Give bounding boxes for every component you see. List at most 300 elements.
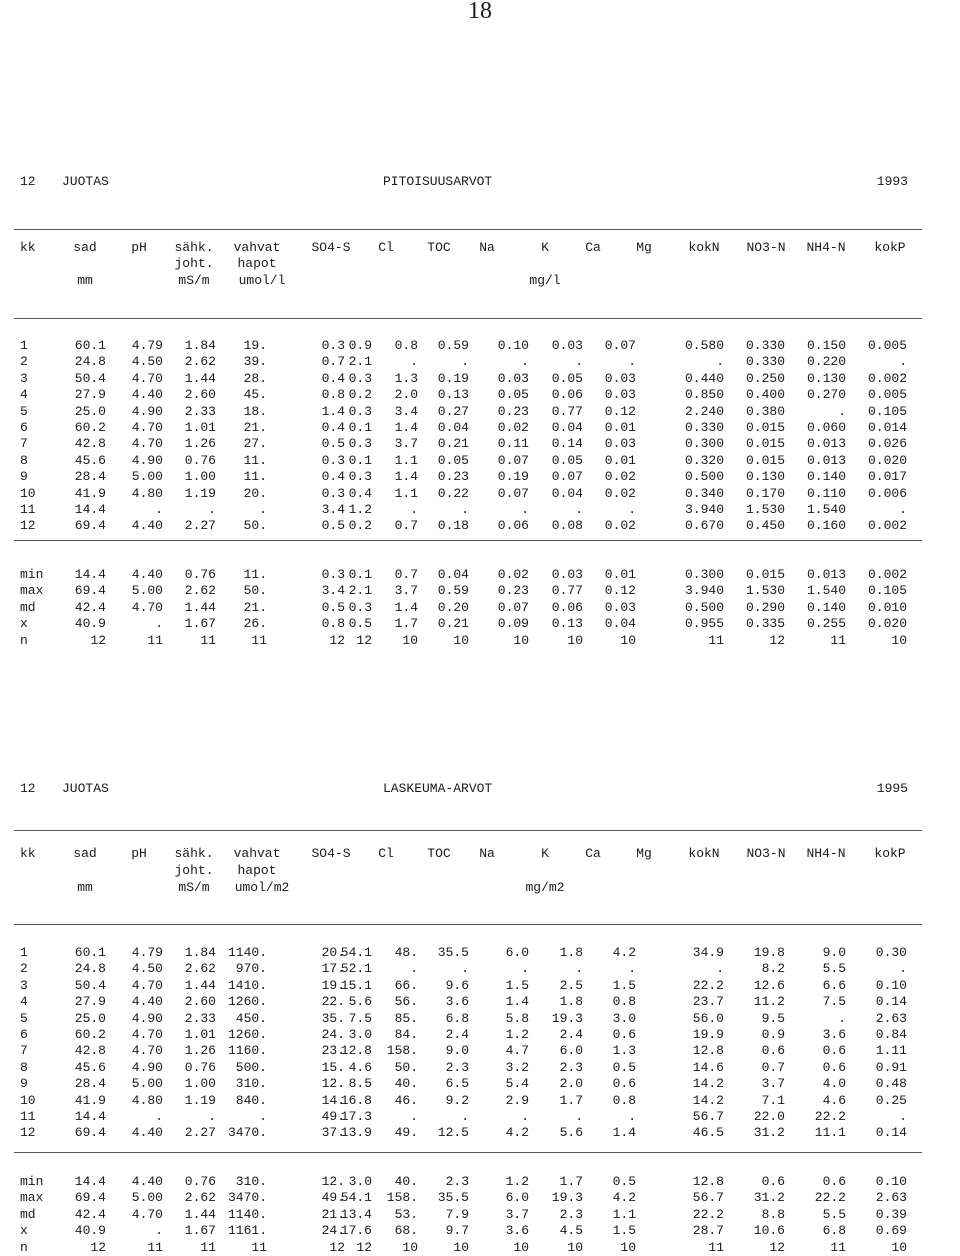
table-cell: 0.06 [551,600,583,615]
table-cell: 0.290 [745,600,785,615]
table-cell: 0.21 [437,616,469,631]
table-cell: 40. [394,1174,418,1189]
table-cell: 0.07 [497,486,529,501]
table-cell: 0.03 [497,371,529,386]
table-cell: 0.340 [684,486,724,501]
table-row [0,945,960,961]
table-cell: 0.8 [321,387,345,402]
table-cell: 1.7 [559,1093,583,1108]
table-cell: 0.05 [551,371,583,386]
table-cell: 3.4 [321,583,345,598]
table-cell: . [208,1109,216,1124]
column-header: sad [73,846,97,861]
column-header: TOC [427,846,451,861]
table-cell: 1.7 [559,1174,583,1189]
table-cell: 27.9 [74,994,106,1009]
table-cell: 12 [769,1240,785,1255]
table-cell: 24. [321,1223,345,1238]
table-cell: 22. [321,994,345,1009]
table-cell: 23. [321,1043,345,1058]
column-header: K [541,846,549,861]
table-cell: 12 [329,1240,345,1255]
table-cell: 0.03 [604,371,636,386]
table-cell: 0.25 [875,1093,907,1108]
table-cell: 3.0 [612,1011,636,1026]
table-rule [14,1152,922,1153]
table-cell: 2 [20,354,28,369]
table-cell: 3470. [227,1125,267,1140]
table-cell: 0.03 [604,436,636,451]
table-cell: 1.11 [875,1043,907,1058]
table-cell: 500. [235,1060,267,1075]
table-cell: . [155,502,163,517]
table-cell: max [20,1190,44,1205]
table-cell: 16.8 [340,1093,372,1108]
table-cell: 0.005 [867,387,907,402]
table-cell: 12.6 [753,978,785,993]
table-cell: 0.08 [551,518,583,533]
table-cell: 1.2 [505,1027,529,1042]
table-cell: 1 [20,338,28,353]
table-cell: 40.9 [74,616,106,631]
table-cell: . [155,1223,163,1238]
table-cell: . [899,354,907,369]
table-cell: 0.14 [551,436,583,451]
table-cell: 9.2 [445,1093,469,1108]
table-cell: 1.44 [184,1207,216,1222]
table-row [0,1011,960,1027]
table-cell: 10 [20,1093,36,1108]
table-cell: 42.4 [74,600,106,615]
table-cell: 10 [513,633,529,648]
table-cell: 1 [20,945,28,960]
table-cell: 0.7 [394,518,418,533]
table-cell: 9.0 [445,1043,469,1058]
stats-row [0,600,960,616]
table-cell: 4.40 [131,994,163,1009]
table-cell: 0.04 [437,420,469,435]
table-cell: 31.2 [753,1125,785,1140]
table-cell: 4.70 [131,371,163,386]
table-cell: 2.33 [184,404,216,419]
table-row [0,1076,960,1092]
table-row [0,469,960,485]
column-header: Cl [378,846,394,861]
table-cell: 0.160 [806,518,846,533]
table-cell: 4.6 [822,1093,846,1108]
table-cell: . [899,502,907,517]
table-cell: 7 [20,436,28,451]
table-cell: 840. [235,1093,267,1108]
table-cell: 12.5 [437,1125,469,1140]
table-cell: 19.3 [551,1190,583,1205]
table-cell: 28.4 [74,1076,106,1091]
table-cell: 0.105 [867,583,907,598]
table-cell: 0.12 [604,404,636,419]
table-cell: 0.02 [497,567,529,582]
column-header: kokP [874,846,906,861]
table-cell: 0.5 [348,616,372,631]
table-cell: 12 [329,633,345,648]
table-cell: 68. [394,1223,418,1238]
table-cell: 19. [321,978,345,993]
table-cell: 0.1 [348,453,372,468]
table-cell: 0.8 [394,338,418,353]
table-cell: 4.70 [131,600,163,615]
table-cell: 0.18 [437,518,469,533]
table-cell: 1.5 [612,978,636,993]
table-cell: 1.44 [184,600,216,615]
table-cell: 970. [235,961,267,976]
table-cell: 0.170 [745,486,785,501]
table-cell: 12.8 [340,1043,372,1058]
table-cell: 1260. [227,994,267,1009]
table-cell: x [20,1223,28,1238]
table-cell: 0.380 [745,404,785,419]
table-cell: 0.48 [875,1076,907,1091]
table-cell: 46. [394,1093,418,1108]
table-cell: 11 [200,1240,216,1255]
table-cell: 12. [321,1174,345,1189]
table-cell: . [575,961,583,976]
table-cell: 0.955 [684,616,724,631]
table-row [0,420,960,436]
table-cell: . [521,502,529,517]
table-cell: 0.21 [437,436,469,451]
table-cell: 0.110 [806,486,846,501]
table-cell: 4.0 [822,1076,846,1091]
table-cell: 0.3 [348,436,372,451]
table-cell: 0.09 [497,616,529,631]
table-cell: 0.07 [497,453,529,468]
table-cell: 0.03 [551,338,583,353]
table-cell: 0.7 [321,354,345,369]
table-cell: 0.015 [745,436,785,451]
table-cell: 14.2 [692,1093,724,1108]
table-cell: 0.3 [348,371,372,386]
table-cell: 0.6 [761,1174,785,1189]
table-cell: 10.6 [753,1223,785,1238]
table-cell: 0.005 [867,338,907,353]
table-cell: 0.59 [437,583,469,598]
table-cell: 22.2 [692,978,724,993]
table-cell: 27.9 [74,387,106,402]
table-cell: 5 [20,404,28,419]
table-cell: 2.4 [559,1027,583,1042]
table-cell: 22.2 [814,1109,846,1124]
table-cell: 0.3 [321,338,345,353]
unit-ms-m: mS/m [178,880,210,895]
station-number: 12 [20,174,36,189]
column-header: Na [479,240,495,255]
table-cell: 50. [243,518,267,533]
table-cell: 1.44 [184,371,216,386]
table-cell: 4 [20,994,28,1009]
table-cell: 28.7 [692,1223,724,1238]
column-header: Ca [585,240,601,255]
table-row [0,1109,960,1125]
table-cell: 1.84 [184,338,216,353]
column-header: K [541,240,549,255]
table-cell: 2.62 [184,583,216,598]
table-cell: 6.5 [445,1076,469,1091]
table-cell: 0.01 [604,453,636,468]
table-cell: 11 [830,633,846,648]
table-cell: . [838,1011,846,1026]
table-cell: 4.40 [131,518,163,533]
table-cell: 0.05 [497,387,529,402]
table-cell: 1.1 [394,453,418,468]
table-cell: 0.1 [348,567,372,582]
table-cell: 1.8 [559,994,583,1009]
table-cell: 0.6 [612,1027,636,1042]
table-cell: 8.5 [348,1076,372,1091]
table-cell: 0.015 [745,453,785,468]
page-number: 18 [468,0,492,24]
table-cell: 0.23 [497,583,529,598]
table-cell: 10 [402,633,418,648]
table-cell: 0.13 [437,387,469,402]
table-cell: 10 [20,486,36,501]
column-header: NO3-N [746,846,786,861]
column-header: sähk. [174,240,214,255]
table-cell: 4.70 [131,978,163,993]
table-cell: 1160. [227,1043,267,1058]
table-cell: 6.8 [445,1011,469,1026]
table-cell: 0.013 [806,453,846,468]
column-header: vahvat [233,846,281,861]
table-cell: . [259,502,267,517]
table-cell: 14.4 [74,502,106,517]
table-cell: 0.20 [437,600,469,615]
column-header: Mg [636,240,652,255]
table-cell: 1.19 [184,1093,216,1108]
table-cell: 5.00 [131,1076,163,1091]
table-cell: 0.76 [184,1174,216,1189]
table-cell: 11.1 [814,1125,846,1140]
table-cell: 1.530 [745,583,785,598]
table-cell: 0.22 [437,486,469,501]
table-cell: 5.00 [131,583,163,598]
table-cell: 0.4 [321,371,345,386]
table-cell: 3.0 [348,1174,372,1189]
table-cell: 0.026 [867,436,907,451]
table-cell: 2.62 [184,961,216,976]
column-header: NH4-N [806,240,846,255]
table-cell: 0.03 [604,600,636,615]
table-cell: 0.14 [875,994,907,1009]
table-row [0,1125,960,1141]
table-cell: 0.140 [806,600,846,615]
table-cell: 0.7 [394,567,418,582]
table-cell: . [716,961,724,976]
table-cell: min [20,1174,44,1189]
table-cell: 5.5 [822,1207,846,1222]
table-cell: 10 [402,1240,418,1255]
table-cell: 0.020 [867,453,907,468]
table-cell: 0.4 [348,486,372,501]
table-cell: 2.1 [348,583,372,598]
table-cell: 40. [394,1076,418,1091]
table-cell: . [410,354,418,369]
table-cell: 9.0 [822,945,846,960]
table-cell: 60.1 [74,338,106,353]
table-cell: 0.05 [551,453,583,468]
table-cell: 2.27 [184,1125,216,1140]
table-cell: 69.4 [74,1125,106,1140]
table-row [0,371,960,387]
table-cell: 22.2 [692,1207,724,1222]
table-cell: 1.3 [612,1043,636,1058]
table-cell: 17.6 [340,1223,372,1238]
table-cell: 0.02 [497,420,529,435]
table-cell: 0.850 [684,387,724,402]
table-cell: 25.0 [74,404,106,419]
table-cell: 0.2 [348,387,372,402]
table-cell: 2.60 [184,387,216,402]
table-cell: 14.4 [74,1174,106,1189]
table-cell: 0.69 [875,1223,907,1238]
unit-umol: umol/l [238,273,286,288]
table-cell: 17.3 [340,1109,372,1124]
table-cell: 450. [235,1011,267,1026]
table-cell: 8 [20,453,28,468]
table-cell: 15. [321,1060,345,1075]
table-cell: 0.07 [497,600,529,615]
table-cell: . [899,1109,907,1124]
table-cell: 14.4 [74,567,106,582]
table-cell: 11 [20,1109,36,1124]
table-row [0,486,960,502]
table-row [0,994,960,1010]
table-cell: 5.00 [131,1190,163,1205]
table-cell: 3.7 [505,1207,529,1222]
table-cell: 0.04 [604,616,636,631]
table-cell: 31.2 [753,1190,785,1205]
table-cell: 3.940 [684,583,724,598]
table-row [0,1027,960,1043]
table-cell: 13.4 [340,1207,372,1222]
table-cell: 0.5 [612,1060,636,1075]
stats-row [0,616,960,632]
table-cell: md [20,600,36,615]
table-cell: 0.3 [348,469,372,484]
table-cell: 0.006 [867,486,907,501]
table-cell: 1.67 [184,1223,216,1238]
table-cell: 4.70 [131,1027,163,1042]
table-cell: 0.05 [437,453,469,468]
table-cell: 0.77 [551,583,583,598]
table-row [0,338,960,354]
table-cell: 14.6 [692,1060,724,1075]
table-cell: 1.26 [184,1043,216,1058]
table-cell: 0.3 [348,600,372,615]
table-cell: . [716,354,724,369]
table-cell: 0.9 [761,1027,785,1042]
table-cell: 10 [453,1240,469,1255]
table-row [0,502,960,518]
table-cell: 10 [567,633,583,648]
table-cell: 1.4 [394,600,418,615]
table-cell: 0.5 [321,518,345,533]
table-cell: 0.3 [321,453,345,468]
table-cell: 0.400 [745,387,785,402]
table-cell: . [521,961,529,976]
table-cell: n [20,1240,28,1255]
table-cell: 0.13 [551,616,583,631]
table-cell: 1.5 [505,978,529,993]
table-cell: 0.002 [867,567,907,582]
table-cell: 1.67 [184,616,216,631]
column-header: Mg [636,846,652,861]
table-cell: 11 [251,633,267,648]
table-cell: 56.7 [692,1109,724,1124]
table-cell: 0.14 [875,1125,907,1140]
table-cell: 8 [20,1060,28,1075]
table-cell: 1.5 [612,1223,636,1238]
table-cell: . [461,961,469,976]
table-cell: 2.62 [184,1190,216,1205]
stats-row [0,567,960,583]
table-cell: 1410. [227,978,267,993]
table-cell: 1.4 [612,1125,636,1140]
table-cell: 50. [394,1060,418,1075]
table-cell: 45. [243,387,267,402]
table-cell: 1.00 [184,469,216,484]
table-cell: 34.9 [692,945,724,960]
table-cell: 5 [20,1011,28,1026]
table-cell: 7 [20,1043,28,1058]
table-cell: 0.255 [806,616,846,631]
table-cell: 3470. [227,1190,267,1205]
table-cell: 0.6 [822,1174,846,1189]
column-header: kokP [874,240,906,255]
column-header: pH [131,240,147,255]
table-cell: 4.40 [131,1125,163,1140]
table-cell: 0.11 [497,436,529,451]
table-cell: min [20,567,44,582]
column-header: kk [20,846,36,861]
table-cell: 12.8 [692,1174,724,1189]
table-cell: 0.59 [437,338,469,353]
table-cell: 0.8 [612,1093,636,1108]
table-cell: 1.44 [184,978,216,993]
table-cell: 2.240 [684,404,724,419]
table-cell: 0.2 [348,518,372,533]
table-cell: 0.76 [184,453,216,468]
column-header: kokN [688,240,720,255]
table-cell: 21. [321,1207,345,1222]
table-cell: 0.130 [806,371,846,386]
table-cell: 18. [243,404,267,419]
table-cell: 22.2 [814,1190,846,1205]
table-cell: 10 [620,1240,636,1255]
table-cell: 0.6 [822,1043,846,1058]
column-header: Na [479,846,495,861]
table-cell: 0.020 [867,616,907,631]
table-cell: 0.002 [867,371,907,386]
table-cell: . [628,961,636,976]
table-cell: . [461,1109,469,1124]
table-cell: 4.50 [131,354,163,369]
table-cell: 1161. [227,1223,267,1238]
table-cell: 1.4 [394,420,418,435]
table-cell: 5.4 [505,1076,529,1091]
table-rule [14,540,922,541]
table-cell: 0.9 [348,338,372,353]
column-header: kokN [688,846,720,861]
table-cell: 21. [243,600,267,615]
